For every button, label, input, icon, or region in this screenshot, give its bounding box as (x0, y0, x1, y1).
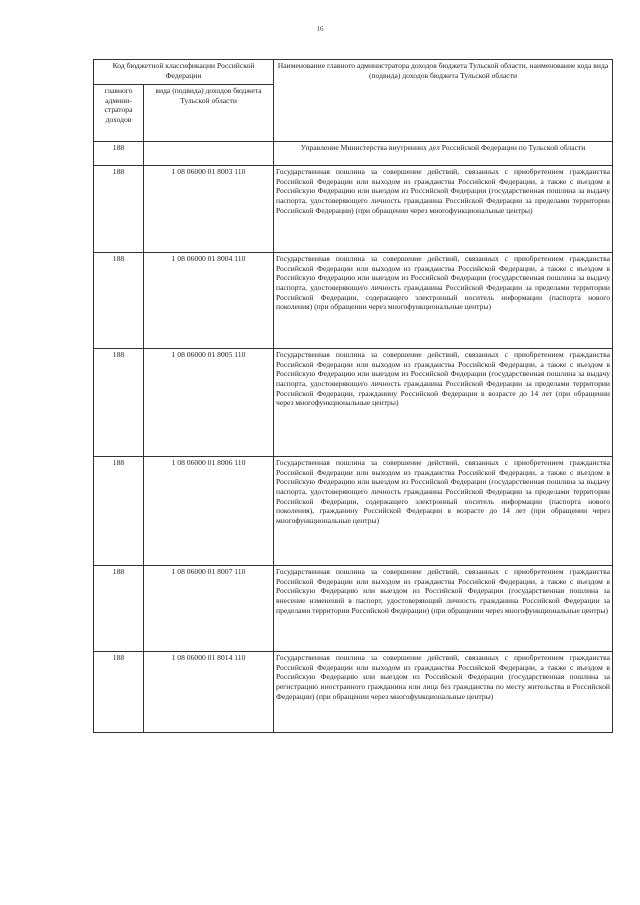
page-number: 16 (316, 25, 324, 33)
header-kind: вида (подвида) доходов бюджета Тульской области (144, 85, 274, 142)
income-code-cell: 1 08 06000 01 8007 110 (144, 566, 274, 652)
agency-admin-code: 188 (94, 142, 144, 166)
table-row (94, 652, 613, 733)
income-name-cell: Государственная пошлина за совершение действий, связанных с приобретением гражданства Российской Федерации или выходом из гражданства Российской Федерации, а также с въездом в Российскую Федерацию или выездом из Российской Федерации (государственная пошлина за регистрацию иностранного гражданина или лица без гражданства по месту жительства в Российской Федерации) (при обращении через многофункциональные центры) (274, 652, 613, 733)
income-name-cell: Государственная пошлина за совершение действий, связанных с приобретением гражданства Российской Федерации или выходом из гражданства Российской Федерации, а также с въездом в Российскую Федерацию или выездом из Российской Федерации (государственная пошлина за внесение изменений в паспорт, удостоверяющий личность гражданина Российской Федерации за пределами территории Российской Федерации) (при обращении через многофункциональные центры) (274, 566, 613, 652)
table-row (94, 566, 613, 652)
income-code-cell: 1 08 06000 01 8004 110 (144, 253, 274, 349)
income-code-cell: 1 08 06000 01 8014 110 (144, 652, 274, 733)
income-name-cell: Государственная пошлина за совершение действий, связанных с приобретением гражданства Российской Федерации или выходом из гражданства Российской Федерации, а также с въездом в Российскую Федерацию или выездом из Российской Федерации (государственная пошлина за выдачу паспорта, удостоверяющего личность гражданина Российской Федерации за пределами территории Российской Федерации, содержащего электронный носитель информации (паспорта нового поколения), гражданину Российской Федерации в возрасте до 14 лет (при обращении через многофункциональные центры) (274, 457, 613, 566)
admin-code-cell: 188 (94, 166, 144, 253)
table-row (94, 457, 613, 566)
budget-classification-table (93, 59, 613, 733)
admin-code-cell: 188 (94, 566, 144, 652)
table-row (94, 349, 613, 457)
table-row (94, 166, 613, 253)
admin-code-cell: 188 (94, 652, 144, 733)
header-name: Наименование главного администратора доходов бюджета Тульской области, наименование кода вида (подвида) доходов бюджета Тульской области (274, 60, 613, 142)
income-code-cell: 1 08 06000 01 8003 110 (144, 166, 274, 253)
income-name-cell: Государственная пошлина за совершение действий, связанных с приобретением гражданства Российской Федерации или выходом из гражданства Российской Федерации, а также с въездом в Российскую Федерацию или выездом из Российской Федерации (государственная пошлина за выдачу паспорта, удостоверяющего личность гражданина Российской Федерации за пределами территории Российской Федерации, гражданину Российской Федерации в возрасте до 14 лет (при обращении через многофункциональные центры) (274, 349, 613, 457)
income-code-cell: 1 08 06000 01 8006 110 (144, 457, 274, 566)
admin-code-cell: 188 (94, 349, 144, 457)
header-admin: главного админи-стратора доходов (94, 85, 144, 142)
agency-row (94, 142, 613, 166)
agency-empty-cell (144, 142, 274, 166)
income-name-cell: Государственная пошлина за совершение действий, связанных с приобретением гражданства Российской Федерации или выходом из гражданства Российской Федерации, а также с въездом в Российскую Федерацию или выездом из Российской Федерации (государственная пошлина за выдачу паспорта, удостоверяющего личность гражданина Российской Федерации за пределами территории Российской Федерации) (при обращении через многофункциональные центры) (274, 166, 613, 253)
income-code-cell: 1 08 06000 01 8005 110 (144, 349, 274, 457)
admin-code-cell: 188 (94, 253, 144, 349)
admin-code-cell: 188 (94, 457, 144, 566)
header-bcc: Код бюджетной классификации Российской Федерации (94, 60, 274, 85)
table-row (94, 253, 613, 349)
header-row (94, 60, 613, 85)
income-name-cell: Государственная пошлина за совершение действий, связанных с приобретением гражданства Российской Федерации или выходом из гражданства Российской Федерации, а также с въездом в Российскую Федерацию или выездом из Российской Федерации (государственная пошлина за выдачу паспорта, удостоверяющего личность гражданина Российской Федерации за пределами территории Российской Федерации, содержащего электронный носитель информации (паспорта нового поколения) (при обращении через многофункциональные центры) (274, 253, 613, 349)
agency-name: Управление Министерства внутренних дел Российской Федерации по Тульской области (274, 142, 613, 166)
